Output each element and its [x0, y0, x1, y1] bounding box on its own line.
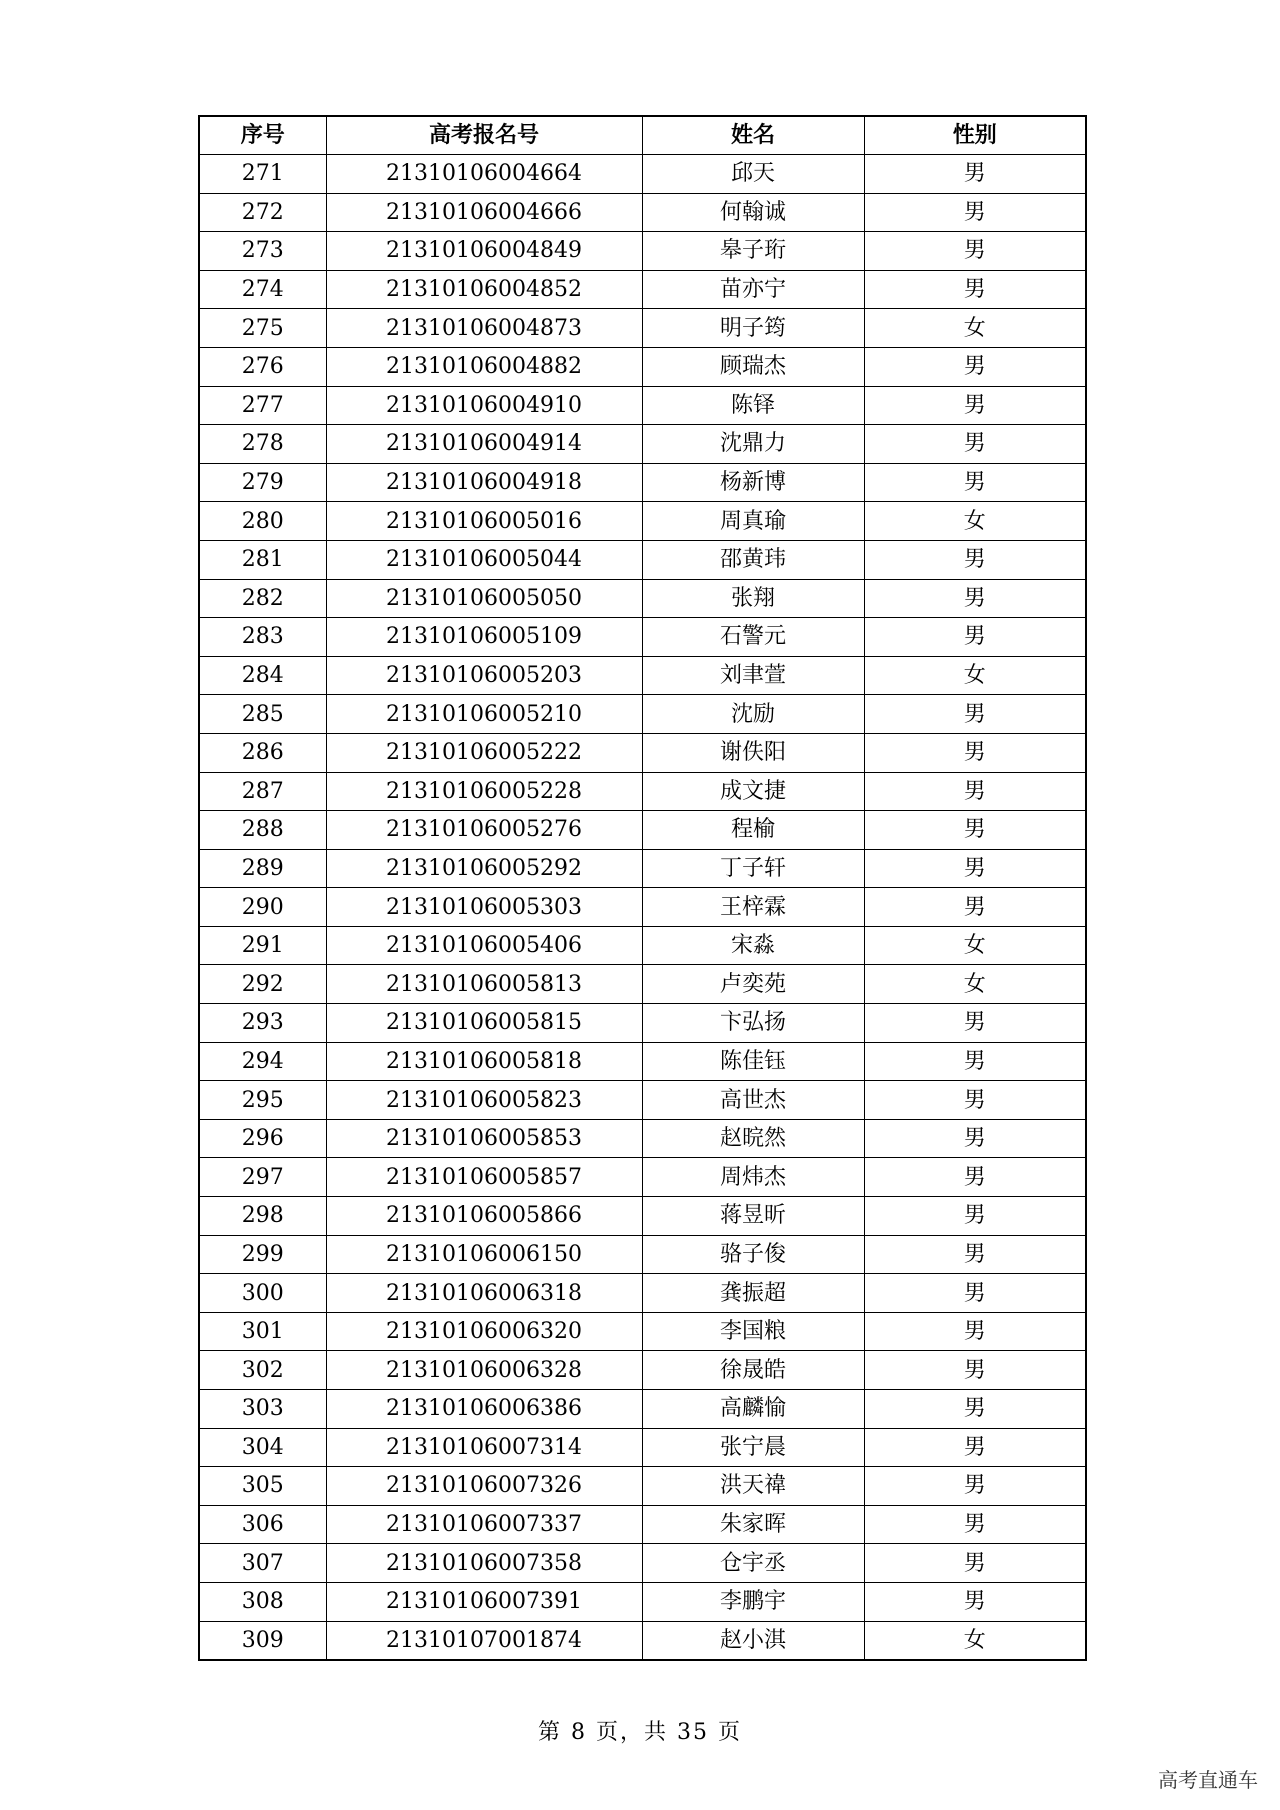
table-row [199, 1351, 1086, 1390]
cell-name: 朱家晖 [642, 1505, 864, 1544]
cell-gender: 男 [864, 1158, 1086, 1197]
cell-name: 高麟愉 [642, 1390, 864, 1429]
cell-exam-id: 21310106004664 [326, 155, 642, 194]
cell-exam-id: 21310106007391 [326, 1582, 642, 1621]
table-row [199, 270, 1086, 309]
cell-gender: 男 [864, 347, 1086, 386]
table-row [199, 1274, 1086, 1313]
cell-name: 邱天 [642, 155, 864, 194]
table-row [199, 656, 1086, 695]
cell-name: 王梓霖 [642, 888, 864, 927]
table-row [199, 1004, 1086, 1043]
cell-seq: 274 [199, 270, 326, 309]
cell-exam-id: 21310106007337 [326, 1505, 642, 1544]
table-row [199, 1197, 1086, 1236]
roster-table [198, 115, 1087, 1661]
table-row [199, 695, 1086, 734]
cell-seq: 283 [199, 618, 326, 657]
cell-exam-id: 21310106005276 [326, 811, 642, 850]
cell-name: 刘聿萱 [642, 656, 864, 695]
table-row [199, 1081, 1086, 1120]
cell-gender: 女 [864, 656, 1086, 695]
table-row [199, 618, 1086, 657]
table-header-row [199, 116, 1086, 155]
cell-name: 周真瑜 [642, 502, 864, 541]
cell-seq: 284 [199, 656, 326, 695]
table-row [199, 347, 1086, 386]
cell-seq: 298 [199, 1197, 326, 1236]
cell-seq: 278 [199, 425, 326, 464]
table-row [199, 1158, 1086, 1197]
cell-name: 赵小淇 [642, 1621, 864, 1660]
table-row [199, 155, 1086, 194]
cell-seq: 309 [199, 1621, 326, 1660]
header-gender: 性别 [864, 116, 1086, 155]
cell-gender: 男 [864, 888, 1086, 927]
cell-exam-id: 21310106006386 [326, 1390, 642, 1429]
cell-exam-id: 21310106006318 [326, 1274, 642, 1313]
table-row [199, 579, 1086, 618]
cell-exam-id: 21310106005303 [326, 888, 642, 927]
cell-gender: 男 [864, 1081, 1086, 1120]
cell-seq: 293 [199, 1004, 326, 1043]
cell-name: 蒋昱昕 [642, 1197, 864, 1236]
cell-exam-id: 21310106004882 [326, 347, 642, 386]
cell-gender: 男 [864, 579, 1086, 618]
cell-gender: 男 [864, 811, 1086, 850]
cell-seq: 297 [199, 1158, 326, 1197]
cell-seq: 307 [199, 1544, 326, 1583]
cell-exam-id: 21310106004918 [326, 463, 642, 502]
table-row [199, 232, 1086, 271]
cell-exam-id: 21310106007314 [326, 1428, 642, 1467]
cell-name: 程榆 [642, 811, 864, 850]
header-seq: 序号 [199, 116, 326, 155]
cell-seq: 287 [199, 772, 326, 811]
table-row [199, 926, 1086, 965]
cell-seq: 275 [199, 309, 326, 348]
cell-exam-id: 21310106006320 [326, 1312, 642, 1351]
cell-name: 石警元 [642, 618, 864, 657]
cell-seq: 295 [199, 1081, 326, 1120]
table-row [199, 1428, 1086, 1467]
cell-name: 李鹏宇 [642, 1582, 864, 1621]
cell-seq: 299 [199, 1235, 326, 1274]
cell-seq: 300 [199, 1274, 326, 1313]
table-row [199, 309, 1086, 348]
cell-name: 卢奕苑 [642, 965, 864, 1004]
cell-gender: 男 [864, 849, 1086, 888]
cell-gender: 男 [864, 1390, 1086, 1429]
cell-seq: 301 [199, 1312, 326, 1351]
cell-exam-id: 21310106007358 [326, 1544, 642, 1583]
table-row [199, 1582, 1086, 1621]
roster-table-container [198, 115, 1085, 1661]
cell-seq: 304 [199, 1428, 326, 1467]
cell-name: 李国粮 [642, 1312, 864, 1351]
cell-name: 成文捷 [642, 772, 864, 811]
cell-exam-id: 21310106005853 [326, 1119, 642, 1158]
cell-exam-id: 21310106005210 [326, 695, 642, 734]
cell-gender: 男 [864, 155, 1086, 194]
cell-exam-id: 21310106007326 [326, 1467, 642, 1506]
cell-gender: 男 [864, 733, 1086, 772]
cell-seq: 271 [199, 155, 326, 194]
table-row [199, 1467, 1086, 1506]
cell-gender: 男 [864, 1274, 1086, 1313]
header-exam-id: 高考报名号 [326, 116, 642, 155]
cell-name: 谢佚阳 [642, 733, 864, 772]
cell-gender: 男 [864, 1351, 1086, 1390]
cell-seq: 281 [199, 540, 326, 579]
cell-seq: 303 [199, 1390, 326, 1429]
cell-gender: 男 [864, 1235, 1086, 1274]
table-row [199, 1505, 1086, 1544]
table-row [199, 1042, 1086, 1081]
cell-gender: 男 [864, 618, 1086, 657]
cell-gender: 男 [864, 772, 1086, 811]
table-body [199, 155, 1086, 1661]
cell-seq: 292 [199, 965, 326, 1004]
table-row [199, 425, 1086, 464]
cell-name: 丁子轩 [642, 849, 864, 888]
cell-name: 徐晟皓 [642, 1351, 864, 1390]
table-row [199, 1312, 1086, 1351]
table-row [199, 733, 1086, 772]
cell-seq: 296 [199, 1119, 326, 1158]
cell-name: 仓宇丞 [642, 1544, 864, 1583]
cell-gender: 女 [864, 965, 1086, 1004]
cell-gender: 男 [864, 1505, 1086, 1544]
table-row [199, 1544, 1086, 1583]
cell-exam-id: 21310106004914 [326, 425, 642, 464]
cell-gender: 男 [864, 1119, 1086, 1158]
cell-seq: 282 [199, 579, 326, 618]
cell-exam-id: 21310106005813 [326, 965, 642, 1004]
cell-name: 沈励 [642, 695, 864, 734]
cell-gender: 男 [864, 232, 1086, 271]
cell-seq: 302 [199, 1351, 326, 1390]
table-row [199, 1390, 1086, 1429]
cell-exam-id: 21310106005044 [326, 540, 642, 579]
cell-name: 张翔 [642, 579, 864, 618]
cell-gender: 男 [864, 1428, 1086, 1467]
cell-seq: 290 [199, 888, 326, 927]
cell-exam-id: 21310106005222 [326, 733, 642, 772]
cell-gender: 男 [864, 1467, 1086, 1506]
cell-name: 沈鼎力 [642, 425, 864, 464]
cell-name: 高世杰 [642, 1081, 864, 1120]
cell-exam-id: 21310106005016 [326, 502, 642, 541]
cell-seq: 308 [199, 1582, 326, 1621]
cell-seq: 288 [199, 811, 326, 850]
table-row [199, 1621, 1086, 1660]
table-row [199, 502, 1086, 541]
cell-exam-id: 21310106005815 [326, 1004, 642, 1043]
cell-gender: 男 [864, 1042, 1086, 1081]
cell-exam-id: 21310106004873 [326, 309, 642, 348]
cell-exam-id: 21310106006328 [326, 1351, 642, 1390]
cell-seq: 306 [199, 1505, 326, 1544]
cell-seq: 286 [199, 733, 326, 772]
cell-gender: 男 [864, 193, 1086, 232]
cell-exam-id: 21310106005406 [326, 926, 642, 965]
table-row [199, 463, 1086, 502]
cell-name: 陈佳钰 [642, 1042, 864, 1081]
table-row [199, 965, 1086, 1004]
cell-gender: 女 [864, 1621, 1086, 1660]
watermark-text: 高考直通车 [1158, 1768, 1258, 1792]
cell-seq: 294 [199, 1042, 326, 1081]
cell-exam-id: 21310106005203 [326, 656, 642, 695]
cell-seq: 285 [199, 695, 326, 734]
cell-exam-id: 21310106005109 [326, 618, 642, 657]
cell-name: 赵晥然 [642, 1119, 864, 1158]
cell-exam-id: 21310106006150 [326, 1235, 642, 1274]
table-row [199, 193, 1086, 232]
cell-gender: 女 [864, 926, 1086, 965]
table-row [199, 1235, 1086, 1274]
cell-gender: 女 [864, 502, 1086, 541]
cell-exam-id: 21310106005050 [326, 579, 642, 618]
table-row [199, 1119, 1086, 1158]
table-row [199, 811, 1086, 850]
cell-name: 何翰诚 [642, 193, 864, 232]
cell-name: 皋子珩 [642, 232, 864, 271]
cell-seq: 276 [199, 347, 326, 386]
cell-exam-id: 21310106005228 [326, 772, 642, 811]
cell-exam-id: 21310106004852 [326, 270, 642, 309]
cell-gender: 男 [864, 1582, 1086, 1621]
cell-exam-id: 21310106005866 [326, 1197, 642, 1236]
table-row [199, 540, 1086, 579]
cell-exam-id: 21310107001874 [326, 1621, 642, 1660]
table-row [199, 772, 1086, 811]
cell-seq: 291 [199, 926, 326, 965]
cell-gender: 男 [864, 540, 1086, 579]
cell-exam-id: 21310106005823 [326, 1081, 642, 1120]
header-name: 姓名 [642, 116, 864, 155]
table-row [199, 386, 1086, 425]
cell-name: 明子筠 [642, 309, 864, 348]
cell-exam-id: 21310106004910 [326, 386, 642, 425]
cell-gender: 女 [864, 309, 1086, 348]
cell-name: 洪天禕 [642, 1467, 864, 1506]
cell-seq: 277 [199, 386, 326, 425]
cell-name: 周炜杰 [642, 1158, 864, 1197]
cell-name: 杨新博 [642, 463, 864, 502]
cell-name: 顾瑞杰 [642, 347, 864, 386]
cell-gender: 男 [864, 1544, 1086, 1583]
cell-gender: 男 [864, 695, 1086, 734]
cell-exam-id: 21310106004666 [326, 193, 642, 232]
cell-seq: 273 [199, 232, 326, 271]
cell-seq: 289 [199, 849, 326, 888]
table-row [199, 849, 1086, 888]
cell-exam-id: 21310106005857 [326, 1158, 642, 1197]
cell-gender: 男 [864, 1197, 1086, 1236]
cell-exam-id: 21310106005818 [326, 1042, 642, 1081]
cell-exam-id: 21310106004849 [326, 232, 642, 271]
cell-name: 邵黄玮 [642, 540, 864, 579]
cell-name: 宋淼 [642, 926, 864, 965]
cell-gender: 男 [864, 270, 1086, 309]
cell-gender: 男 [864, 463, 1086, 502]
cell-seq: 280 [199, 502, 326, 541]
cell-seq: 272 [199, 193, 326, 232]
cell-gender: 男 [864, 1004, 1086, 1043]
cell-name: 苗亦宁 [642, 270, 864, 309]
cell-seq: 279 [199, 463, 326, 502]
cell-name: 张宁晨 [642, 1428, 864, 1467]
cell-gender: 男 [864, 1312, 1086, 1351]
page-number: 第 8 页，共 35 页 [538, 1720, 742, 1745]
cell-name: 陈铎 [642, 386, 864, 425]
table-row [199, 888, 1086, 927]
cell-name: 骆子俊 [642, 1235, 864, 1274]
cell-name: 龚振超 [642, 1274, 864, 1313]
cell-gender: 男 [864, 425, 1086, 464]
cell-name: 卞弘扬 [642, 1004, 864, 1043]
cell-gender: 男 [864, 386, 1086, 425]
cell-exam-id: 21310106005292 [326, 849, 642, 888]
cell-seq: 305 [199, 1467, 326, 1506]
